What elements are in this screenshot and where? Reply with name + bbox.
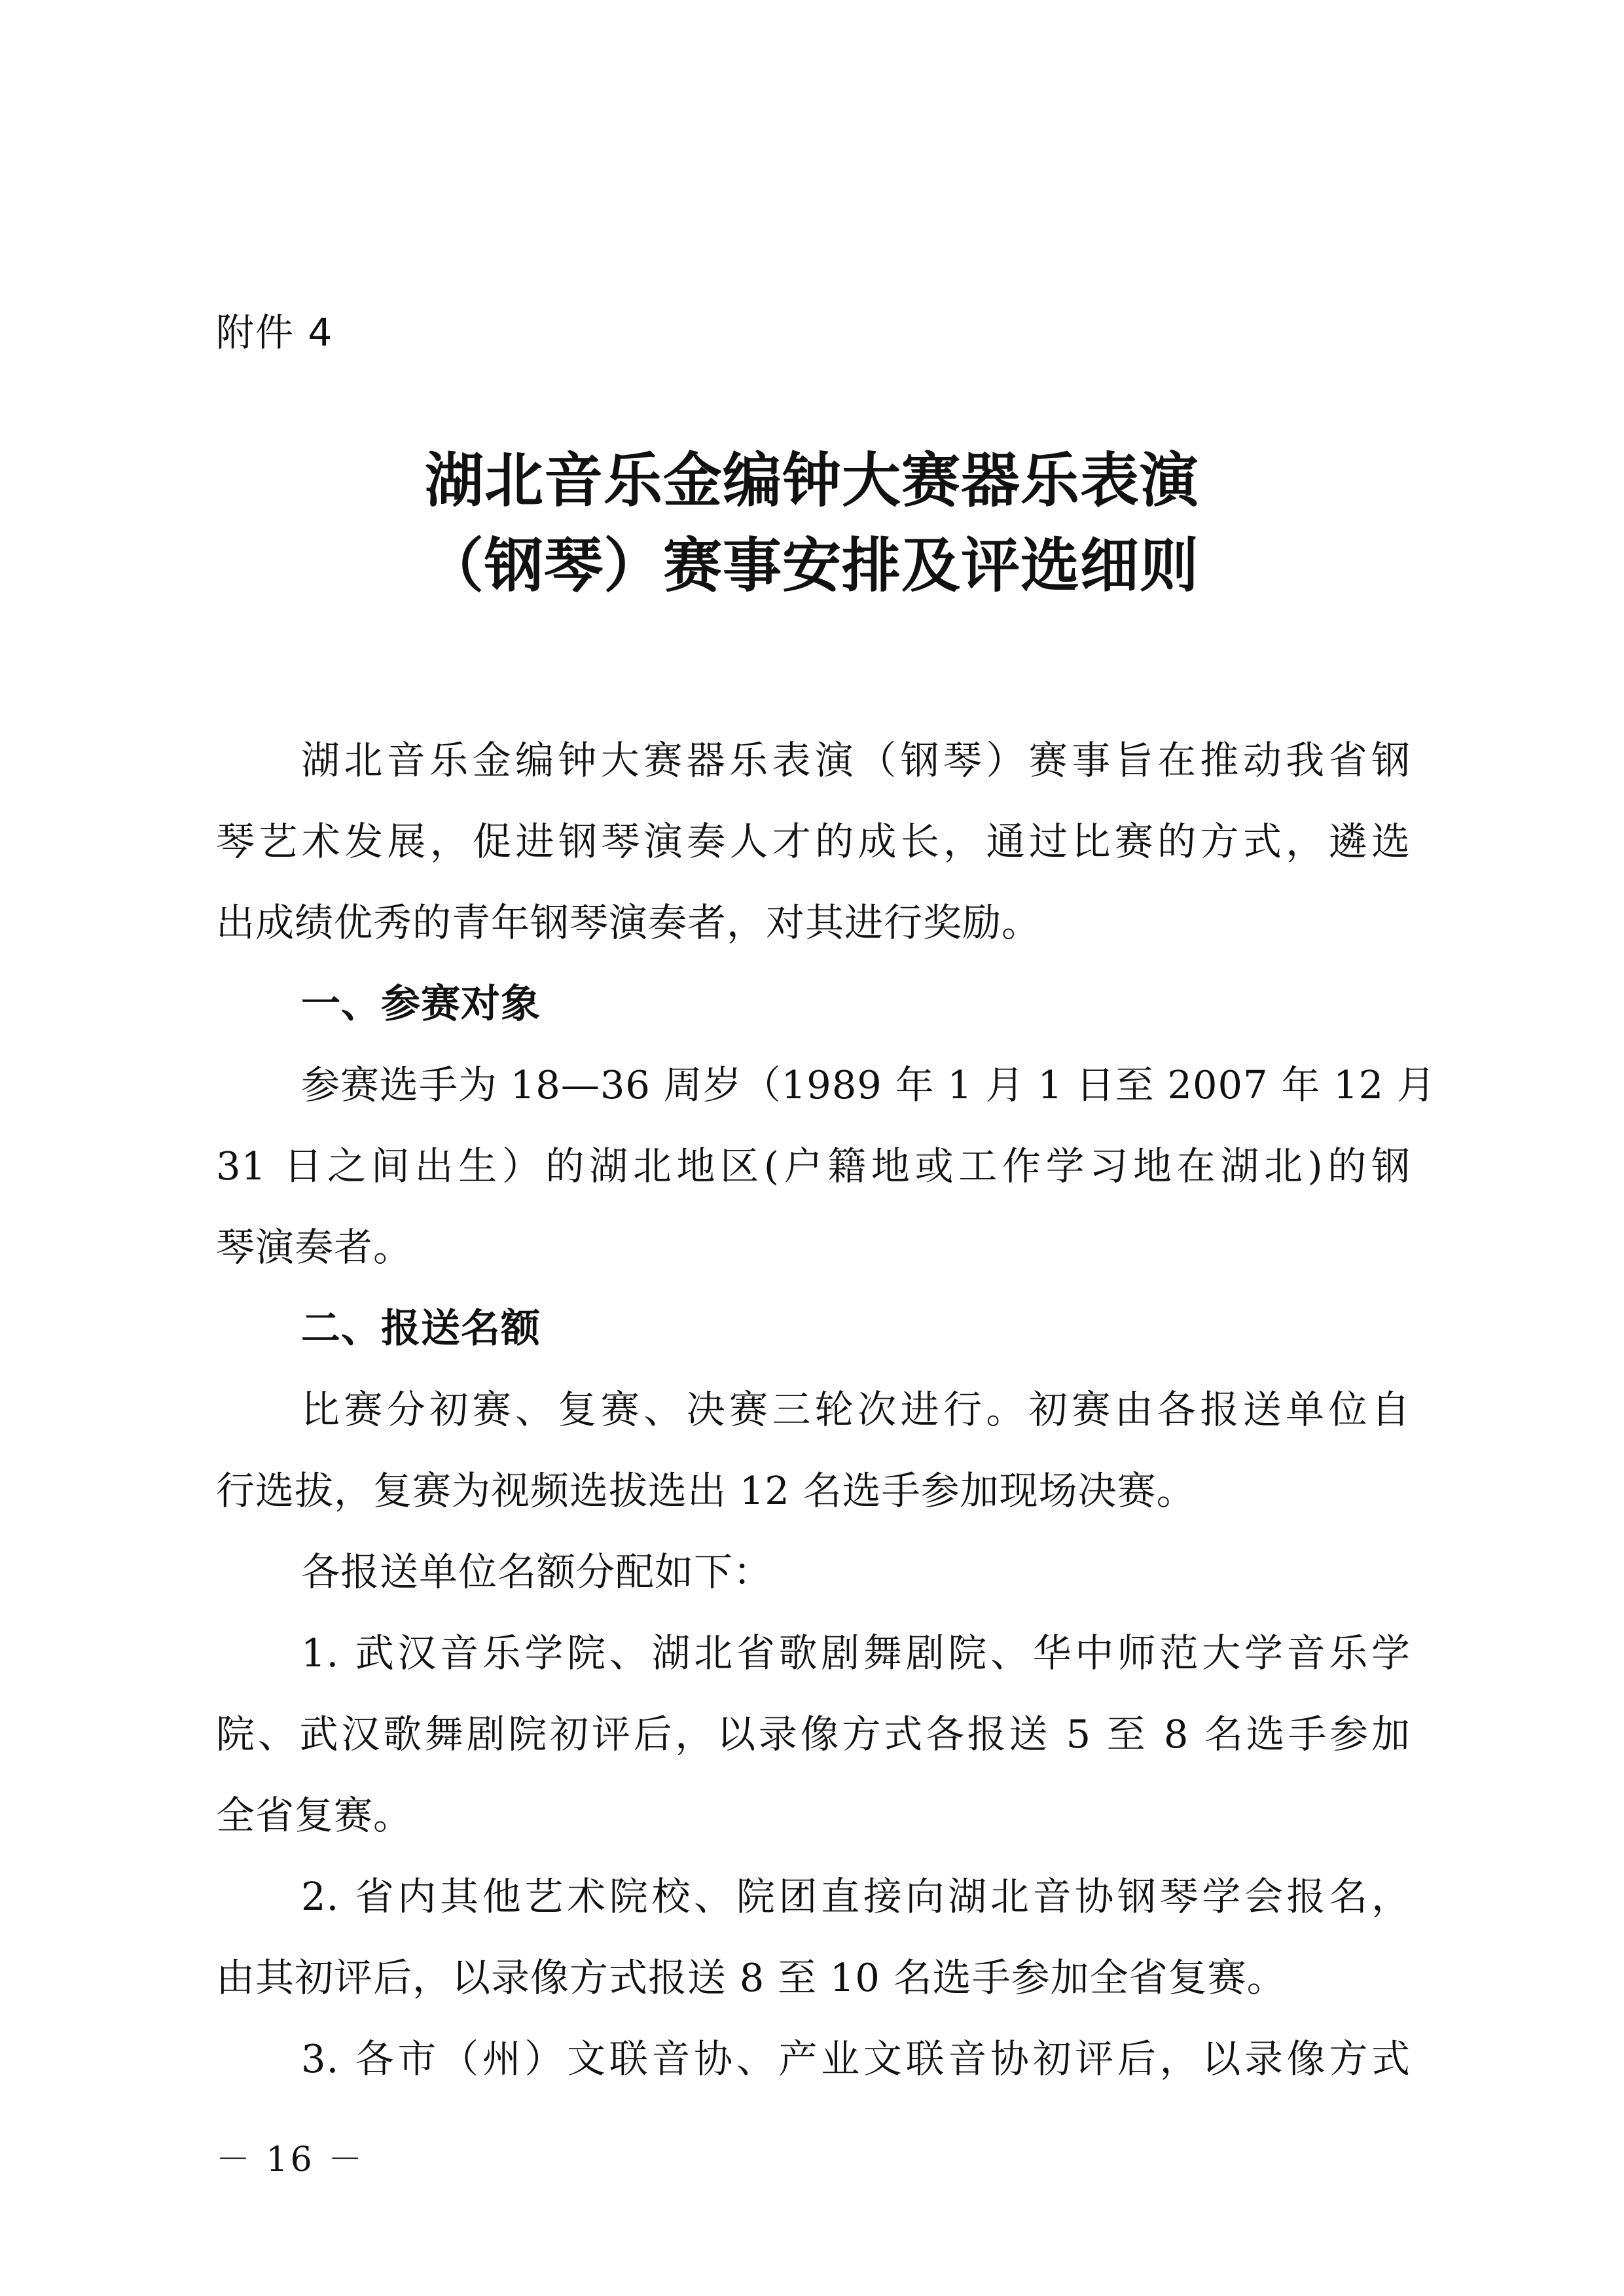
section-2-item-2-line-1: 2. 省内其他艺术院校、院团直接向湖北音协钢琴学会报名， xyxy=(301,1874,1411,1919)
section-2-item-3-line-1: 3. 各市（州）文联音协、产业文联音协初评后，以录像方式 xyxy=(301,2036,1411,2081)
document-title-line-2: （钢琴）赛事安排及评选细则 xyxy=(425,531,1199,600)
section-2-item-1-line-3: 全省复赛。 xyxy=(216,1793,413,1838)
section-1-line-1: 参赛选手为 18—36 周岁（1989 年 1 月 1 日至 2007 年 12 月 xyxy=(301,1062,1436,1107)
section-1-heading: 一、参赛对象 xyxy=(301,981,541,1027)
attachment-label: 附件 4 xyxy=(216,310,334,355)
section-2-heading: 二、报送名额 xyxy=(301,1306,541,1352)
section-1-line-3: 琴演奏者。 xyxy=(216,1225,413,1270)
section-2-para-1-line-1: 比赛分初赛、复赛、决赛三轮次进行。初赛由各报送单位自 xyxy=(301,1387,1411,1432)
intro-line-3: 出成绩优秀的青年钢琴演奏者，对其进行奖励。 xyxy=(216,900,1041,945)
section-2-item-1-line-2: 院、武汉歌舞剧院初评后，以录像方式各报送 5 至 8 名选手参加 xyxy=(216,1712,1411,1757)
page-number: － 16 － xyxy=(216,2140,365,2179)
intro-line-2: 琴艺术发展，促进钢琴演奏人才的成长，通过比赛的方式，遴选 xyxy=(216,819,1411,864)
section-2-para-1-line-2: 行选拔，复赛为视频选拔选出 12 名选手参加现场决赛。 xyxy=(216,1468,1196,1513)
section-2-para-2: 各报送单位名额分配如下： xyxy=(301,1549,773,1594)
document-title-line-1: 湖北音乐金编钟大赛器乐表演 xyxy=(425,446,1199,515)
section-2-item-2-line-2: 由其初评后，以录像方式报送 8 至 10 名选手参加全省复赛。 xyxy=(216,1955,1286,2000)
intro-line-1: 湖北音乐金编钟大赛器乐表演（钢琴）赛事旨在推动我省钢 xyxy=(301,738,1411,783)
section-1-line-2: 31 日之间出生）的湖北地区(户籍地或工作学习地在湖北)的钢 xyxy=(216,1143,1411,1189)
section-2-item-1-line-1: 1. 武汉音乐学院、湖北省歌剧舞剧院、华中师范大学音乐学 xyxy=(301,1630,1411,1676)
